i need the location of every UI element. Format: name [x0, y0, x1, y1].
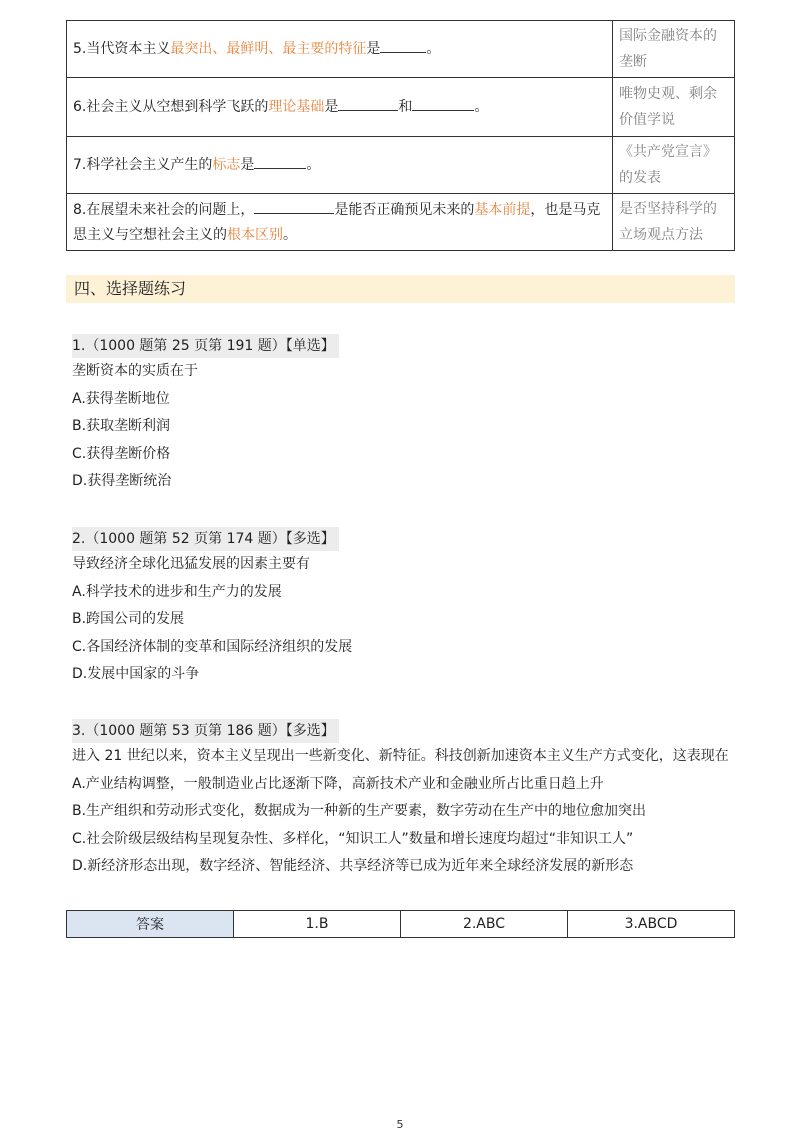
question-cell: [67, 78, 613, 137]
question-text: 。: [474, 99, 489, 115]
keyword-highlight: 根本区别: [227, 226, 283, 243]
option-item: A.产业结构调整，一般制造业占比逐渐下降，高新技术产业和金融业所占比重日趋上升: [72, 775, 604, 792]
fill-in-table: [66, 20, 735, 251]
table-row: [67, 911, 735, 938]
question-cell: [67, 137, 613, 194]
answer-blank: [412, 94, 474, 111]
keyword-highlight: 基本前提: [474, 201, 531, 218]
answer-key-label: 答案: [67, 911, 234, 938]
option-item: B.获取垄断利润: [72, 418, 171, 434]
answer-cell: 唯物史观、剩余价值学说: [613, 78, 735, 137]
question-text: 是能否正确预见未来的: [334, 201, 475, 218]
keyword-highlight: 理论基础: [268, 99, 325, 115]
option-item: A.获得垄断地位: [72, 390, 170, 407]
question-text: 。: [426, 41, 441, 57]
option-item: D.发展中国家的斗争: [72, 666, 200, 682]
keyword-highlight: 最突出、最鲜明、最主要的特征: [170, 41, 367, 57]
option-item: B.生产组织和劳动形式变化，数据成为一种新的生产要素，数字劳动在生产中的地位愈加突出: [72, 803, 647, 819]
answer-key-item: 3.ABCD: [568, 911, 735, 938]
option-item: D.新经济形态出现，数字经济、智能经济、共享经济等已成为近年来全球经济发展的新形态: [72, 858, 634, 874]
keyword-highlight: 标志: [212, 157, 241, 173]
table-row: [67, 137, 735, 194]
question-text: 8.在展望未来社会的问题上，: [73, 201, 255, 218]
answer-key-table: [66, 910, 735, 938]
option-item: C.各国经济体制的变革和国际经济组织的发展: [72, 638, 353, 655]
table-row: [67, 78, 735, 137]
question-block: [72, 527, 742, 689]
table-row: [67, 194, 735, 251]
question-title: 2.（1000 题第 52 页第 174 题）【多选】: [72, 527, 339, 551]
answer-cell: 国际金融资本的垄断: [613, 21, 735, 78]
question-text: 5.当代资本主义: [73, 41, 171, 57]
answer-blank: [254, 197, 334, 214]
question-text: 和: [398, 99, 413, 115]
option-item: B.跨国公司的发展: [72, 611, 185, 627]
question-text: 7.科学社会主义产生的: [73, 157, 213, 173]
question-cell: [67, 21, 613, 78]
answer-blank: [254, 152, 306, 169]
question-text: 。: [306, 157, 321, 173]
option-item: C.获得垄断价格: [72, 445, 171, 462]
answer-key-item: 2.ABC: [401, 911, 568, 938]
answer-blank: [338, 94, 398, 111]
question-block: [72, 334, 742, 496]
section-title: 四、选择题练习: [66, 275, 735, 303]
question-title: 3.（1000 题第 53 页第 186 题）【多选】: [72, 719, 339, 743]
question-text: 是: [324, 99, 339, 115]
question-stem: 进入 21 世纪以来，资本主义呈现出一些新变化、新特征。科技创新加速资本主义生产方式变化，这表现在: [72, 748, 729, 764]
option-item: A.科学技术的进步和生产力的发展: [72, 583, 282, 600]
question-text: 。: [283, 226, 297, 243]
question-title: 1.（1000 题第 25 页第 191 题）【单选】: [72, 334, 339, 358]
option-item: D.获得垄断统治: [72, 473, 172, 489]
answer-key-item: 1.B: [234, 911, 401, 938]
answer-cell: 是否坚持科学的立场观点方法: [613, 194, 735, 251]
page-number: 5: [396, 1118, 404, 1131]
question-text: 6.社会主义从空想到科学飞跃的: [73, 99, 269, 115]
answer-cell: 《共产党宣言》的发表: [613, 137, 735, 194]
option-item: C.社会阶级层级结构呈现复杂性、多样化，“知识工人”数量和增长速度均超过“非知识工人”: [72, 830, 634, 847]
question-stem: 垄断资本的实质在于: [72, 363, 198, 379]
question-block: [72, 719, 742, 881]
question-cell: [67, 194, 613, 251]
question-stem: 导致经济全球化迅猛发展的因素主要有: [72, 556, 310, 572]
question-text: 是: [240, 157, 255, 173]
table-row: [67, 21, 735, 78]
answer-blank: [380, 36, 426, 53]
question-text: ，也是马克思主义与空想社会主义的: [73, 201, 601, 243]
question-text: 是: [366, 41, 381, 57]
